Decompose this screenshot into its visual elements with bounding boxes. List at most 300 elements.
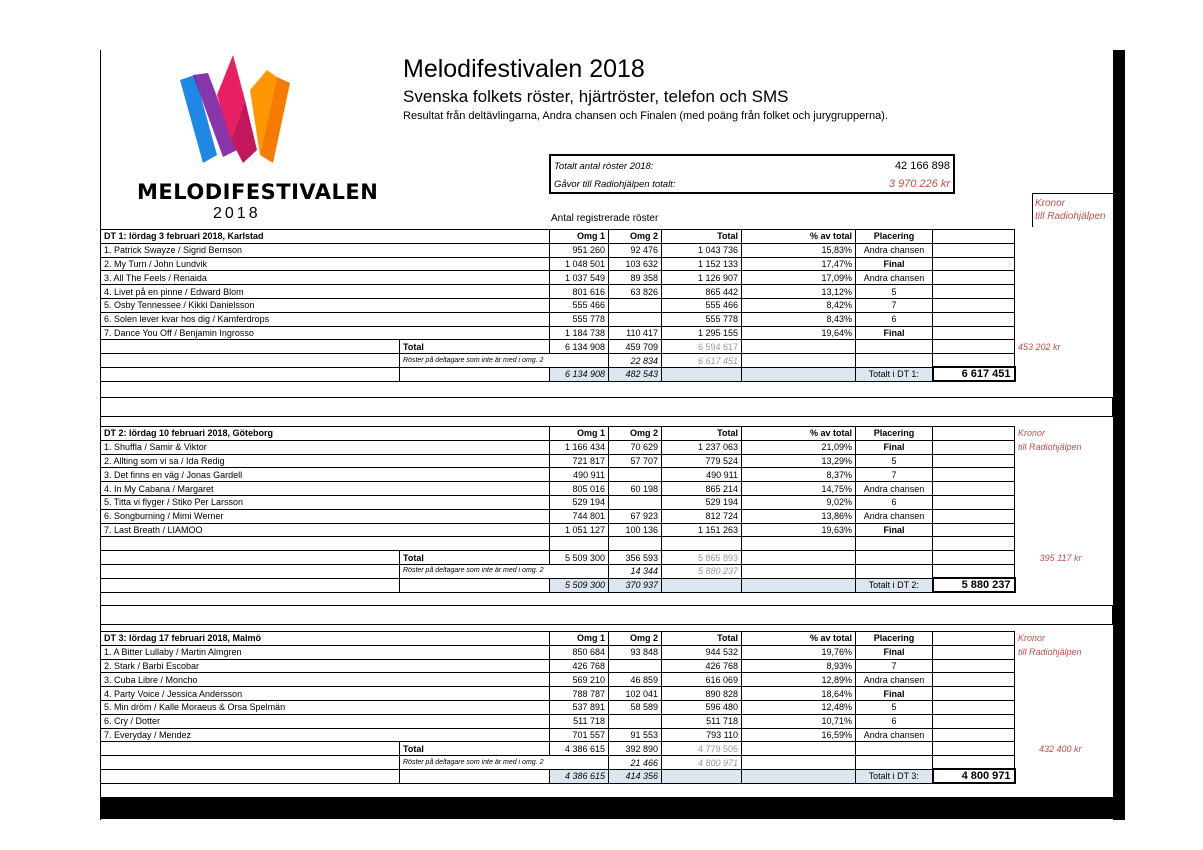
omg1-value: 490 911 <box>550 468 609 482</box>
col-header-omg1: Omg 1 <box>550 230 609 244</box>
table-row <box>101 495 1086 509</box>
omg2-value: 92 476 <box>609 243 662 257</box>
omg1-value: 569 210 <box>550 673 609 687</box>
grand-total: 5 880 237 <box>933 578 1015 592</box>
blank-side <box>1015 454 1086 468</box>
pct-value: 12,48% <box>742 700 856 714</box>
blank-cell <box>101 551 400 565</box>
kronor-blank <box>1015 230 1065 244</box>
total-value: 490 911 <box>662 468 742 482</box>
sum-row <box>101 578 1086 592</box>
section-header-row <box>101 427 1086 441</box>
placering-value: 7 <box>856 298 933 312</box>
blank-side <box>1015 523 1086 537</box>
table-row <box>101 687 1086 701</box>
blank-side <box>1015 257 1065 271</box>
omg1-value: 511 718 <box>550 714 609 728</box>
total-value: 1 126 907 <box>662 271 742 285</box>
table-row <box>101 312 1065 326</box>
placering-value: Andra chansen <box>856 271 933 285</box>
blank-cell <box>400 578 550 592</box>
antal-label: Antal registrerade röster <box>551 213 659 224</box>
extra-omg2: 21 466 <box>609 756 662 770</box>
blank-cell <box>933 495 1015 509</box>
total-total: 5 865 893 <box>662 551 742 565</box>
blank-cell <box>933 551 1015 565</box>
table-row <box>101 728 1086 742</box>
kronor-value: 432 400 kr <box>1039 743 1082 754</box>
song-name: 7. Last Breath / LIAMOO <box>101 523 550 537</box>
col-header-placering: Placering <box>856 427 933 441</box>
omg2-value: 63 826 <box>609 285 662 299</box>
page-shadow-right <box>1113 50 1125 820</box>
extra-omg2: 14 344 <box>609 564 662 578</box>
blank-cell <box>400 367 550 381</box>
col-header-blank <box>933 427 1015 441</box>
blank-cell <box>742 340 856 354</box>
song-name: 3. Cuba Libre / Moncho <box>101 673 550 687</box>
omg2-value: 67 923 <box>609 509 662 523</box>
omg2-value: 91 553 <box>609 728 662 742</box>
table-row <box>101 714 1086 728</box>
omg2-value <box>609 298 662 312</box>
total-omg1: 4 386 615 <box>550 742 609 756</box>
grand-total: 4 800 971 <box>933 769 1015 783</box>
total-value: 1 152 133 <box>662 257 742 271</box>
sum-label: Totalt i DT 2: <box>856 578 933 592</box>
extra-votes-row <box>101 564 1086 578</box>
song-name: 2. Allting som vi sa / Ida Redig <box>101 454 550 468</box>
song-name: 1. Patrick Swayze / Sigrid Bernson <box>101 243 550 257</box>
omg1-value: 788 787 <box>550 687 609 701</box>
pct-value: 9,02% <box>742 495 856 509</box>
total-value: 865 214 <box>662 482 742 496</box>
blank-cell <box>101 769 400 783</box>
empty-cell <box>662 537 742 551</box>
table-row <box>101 298 1065 312</box>
total-value: 426 768 <box>662 659 742 673</box>
col-header-pct: % av total <box>742 632 856 646</box>
blank-cell <box>933 354 1015 368</box>
extra-omg2: 22 834 <box>609 354 662 368</box>
section-gap <box>100 397 1113 417</box>
table-row <box>101 243 1065 257</box>
table-row <box>101 271 1065 285</box>
total-label: Total <box>400 551 550 565</box>
section-heading: DT 1: lördag 3 februari 2018, Karlstad <box>101 230 550 244</box>
sum-label: Totalt i DT 1: <box>856 367 933 381</box>
total-omg1: 5 509 300 <box>550 551 609 565</box>
song-name: 1. A Bitter Lullaby / Martin Almgren <box>101 645 550 659</box>
song-name: 6. Cry / Dotter <box>101 714 550 728</box>
omg2-value: 93 848 <box>609 645 662 659</box>
section-table-dt3 <box>100 631 1086 784</box>
omg1-value: 805 016 <box>550 482 609 496</box>
empty-cell <box>933 537 1015 551</box>
total-value: 1 237 063 <box>662 440 742 454</box>
blank-cell <box>933 312 1015 326</box>
song-name: 6. Songburning / Mimi Werner <box>101 509 550 523</box>
table-row <box>101 440 1086 454</box>
sum-omg1: 6 134 908 <box>550 367 609 381</box>
total-omg2: 459 709 <box>609 340 662 354</box>
grand-total: 6 617 451 <box>933 367 1015 381</box>
blank-cell <box>856 340 933 354</box>
blank-side <box>1015 312 1065 326</box>
blank-side <box>1015 687 1086 701</box>
blank-side <box>1015 728 1086 742</box>
section-table-dt1 <box>100 229 1065 382</box>
totals-box <box>549 154 955 194</box>
placering-value: Andra chansen <box>856 673 933 687</box>
song-name: 3. All The Feels / Renaida <box>101 271 550 285</box>
blank-cell <box>742 756 856 770</box>
blank-cell <box>101 367 400 381</box>
pct-value: 21,09% <box>742 440 856 454</box>
total-label: Total <box>400 742 550 756</box>
table-row <box>101 523 1086 537</box>
blank-cell <box>933 326 1015 340</box>
blank-cell <box>400 769 550 783</box>
song-name: 5. Osby Tennessee / Kikki Danielsson <box>101 298 550 312</box>
extra-total: 6 617 451 <box>662 354 742 368</box>
blank-cell <box>933 271 1015 285</box>
placering-value: Andra chansen <box>856 509 933 523</box>
blank-cell <box>101 578 400 592</box>
blank-cell <box>933 298 1015 312</box>
sum-omg2: 370 937 <box>609 578 662 592</box>
total-value: 865 442 <box>662 285 742 299</box>
empty-cell <box>550 537 609 551</box>
blank-side <box>1015 578 1086 592</box>
sum-blank <box>742 769 856 783</box>
empty-cell <box>856 537 933 551</box>
omg1-value: 529 194 <box>550 495 609 509</box>
section-gap <box>100 605 1113 625</box>
omg1-value: 1 166 434 <box>550 440 609 454</box>
col-header-pct: % av total <box>742 427 856 441</box>
pct-value: 8,37% <box>742 468 856 482</box>
total-value: 555 466 <box>662 298 742 312</box>
blank-side <box>1015 509 1086 523</box>
blank-side <box>1015 298 1065 312</box>
blank-cell <box>856 551 933 565</box>
col-header-omg2: Omg 2 <box>609 427 662 441</box>
extra-votes-label: Röster på deltagare som inte är med i omg. 2 <box>400 756 609 770</box>
col-header-blank <box>933 230 1015 244</box>
col-header-pct: % av total <box>742 230 856 244</box>
omg2-value <box>609 468 662 482</box>
blank-cell <box>101 564 400 578</box>
omg1-value: 555 466 <box>550 298 609 312</box>
empty-row <box>101 537 1086 551</box>
blank-side <box>1015 673 1086 687</box>
song-name: 7. Everyday / Mendez <box>101 728 550 742</box>
table-row <box>101 673 1086 687</box>
sum-label: Totalt i DT 3: <box>856 769 933 783</box>
pct-value: 17,09% <box>742 271 856 285</box>
blank-cell <box>933 714 1015 728</box>
song-name: 2. Stark / Barbi Escobar <box>101 659 550 673</box>
total-omg1: 6 134 908 <box>550 340 609 354</box>
blank-cell <box>933 509 1015 523</box>
omg2-value: 46 859 <box>609 673 662 687</box>
pct-value: 15,83% <box>742 243 856 257</box>
table-row <box>101 326 1065 340</box>
omg2-value: 57 707 <box>609 454 662 468</box>
section-header-row <box>101 230 1065 244</box>
omg1-value: 1 048 501 <box>550 257 609 271</box>
blank-side <box>1015 285 1065 299</box>
blank-side <box>1015 714 1086 728</box>
placering-value: Andra chansen <box>856 243 933 257</box>
total-value: 596 480 <box>662 700 742 714</box>
section-table-dt2 <box>100 426 1086 593</box>
blank-cell <box>933 482 1015 496</box>
total-votes-value: 42 166 898 <box>894 160 950 172</box>
sum-omg2: 414 356 <box>609 769 662 783</box>
blank-cell <box>933 756 1015 770</box>
extra-votes-row <box>101 354 1065 368</box>
omg1-value: 1 051 127 <box>550 523 609 537</box>
blank-cell <box>101 354 400 368</box>
logo-mark <box>175 55 295 170</box>
kronor-label: Kronor <box>1018 428 1046 439</box>
total-omg2: 392 890 <box>609 742 662 756</box>
omg1-value: 801 616 <box>550 285 609 299</box>
blank-cell <box>856 564 933 578</box>
sum-blank <box>662 769 742 783</box>
page-shadow-bottom <box>100 797 1125 819</box>
pct-value: 13,12% <box>742 285 856 299</box>
blank-side <box>1015 271 1065 285</box>
table-row <box>101 482 1086 496</box>
blank-cell <box>933 454 1015 468</box>
total-value: 1 043 736 <box>662 243 742 257</box>
col-header-placering: Placering <box>856 632 933 646</box>
placering-value: 6 <box>856 495 933 509</box>
omg1-value: 426 768 <box>550 659 609 673</box>
total-value: 890 828 <box>662 687 742 701</box>
blank-side <box>1015 537 1086 551</box>
blank-side <box>1015 468 1086 482</box>
extra-total: 4 800 971 <box>662 756 742 770</box>
blank-cell <box>933 742 1015 756</box>
placering-value: Final <box>856 645 933 659</box>
blank-side <box>1015 769 1086 783</box>
kronor-label: Kronor <box>1018 633 1046 644</box>
pct-value: 18,64% <box>742 687 856 701</box>
pct-value: 12,89% <box>742 673 856 687</box>
sum-row <box>101 367 1065 381</box>
total-value: 944 532 <box>662 645 742 659</box>
blank-side <box>1015 326 1065 340</box>
blank-cell <box>933 564 1015 578</box>
omg1-value: 701 557 <box>550 728 609 742</box>
omg2-value: 100 136 <box>609 523 662 537</box>
placering-value: Final <box>856 687 933 701</box>
song-name: 1. Shuffla / Samir & Viktor <box>101 440 550 454</box>
total-value: 812 724 <box>662 509 742 523</box>
extra-votes-row <box>101 756 1086 770</box>
blank-cell <box>742 742 856 756</box>
blank-cell <box>101 340 400 354</box>
total-value: 779 524 <box>662 454 742 468</box>
blank-side <box>1015 756 1086 770</box>
omg1-value: 850 684 <box>550 645 609 659</box>
col-header-omg2: Omg 2 <box>609 230 662 244</box>
blank-side <box>1015 495 1086 509</box>
radiohjalpen-label: till Radiohjälpen <box>1018 442 1082 453</box>
omg2-value: 102 041 <box>609 687 662 701</box>
sum-omg2: 482 543 <box>609 367 662 381</box>
pct-value: 16,59% <box>742 728 856 742</box>
pct-value: 17,47% <box>742 257 856 271</box>
table-row <box>101 468 1086 482</box>
omg2-value: 60 198 <box>609 482 662 496</box>
song-name: 4. In My Cabana / Margaret <box>101 482 550 496</box>
total-value: 555 778 <box>662 312 742 326</box>
total-value: 1 151 263 <box>662 523 742 537</box>
total-row <box>101 742 1086 756</box>
total-value: 529 194 <box>662 495 742 509</box>
blank-cell <box>933 243 1015 257</box>
radiohjalpen-label: till Radiohjälpen <box>1018 647 1082 658</box>
pct-value: 19,64% <box>742 326 856 340</box>
section-heading: DT 2: lördag 10 februari 2018, Göteborg <box>101 427 550 441</box>
blank-cell <box>101 756 400 770</box>
placering-value: 7 <box>856 468 933 482</box>
blank-cell <box>933 673 1015 687</box>
blank-cell <box>933 645 1015 659</box>
blank-cell <box>856 354 933 368</box>
kronor-header <box>1032 193 1114 227</box>
omg1-value: 537 891 <box>550 700 609 714</box>
sum-blank <box>742 578 856 592</box>
kronor-value: 453 202 kr <box>1018 341 1061 352</box>
omg2-value: 89 358 <box>609 271 662 285</box>
placering-value: 6 <box>856 312 933 326</box>
section-heading: DT 3: lördag 17 februari 2018, Malmö <box>101 632 550 646</box>
blank-cell <box>933 285 1015 299</box>
sum-omg1: 5 509 300 <box>550 578 609 592</box>
blank-cell <box>742 564 856 578</box>
song-name: 4. Livet på en pinne / Edward Blom <box>101 285 550 299</box>
pct-value: 10,71% <box>742 714 856 728</box>
placering-value: 7 <box>856 659 933 673</box>
blank-side <box>1015 564 1086 578</box>
total-row <box>101 340 1065 354</box>
col-header-total: Total <box>662 632 742 646</box>
song-name: 4. Party Voice / Jessica Andersson <box>101 687 550 701</box>
omg1-value: 555 778 <box>550 312 609 326</box>
blank-cell <box>933 659 1015 673</box>
page-description: Resultat från deltävlingarna, Andra chansen och Finalen (med poäng från folket och jurygrupperna). <box>403 110 888 122</box>
blank-cell <box>742 354 856 368</box>
col-header-placering: Placering <box>856 230 933 244</box>
col-header-blank <box>933 632 1015 646</box>
col-header-omg1: Omg 1 <box>550 632 609 646</box>
table-row <box>101 659 1086 673</box>
blank-cell <box>933 468 1015 482</box>
col-header-total: Total <box>662 427 742 441</box>
total-total: 4 779 505 <box>662 742 742 756</box>
omg2-value <box>609 495 662 509</box>
omg2-value <box>609 312 662 326</box>
song-name: 3. Det finns en väg / Jonas Gardell <box>101 468 550 482</box>
song-name: 5. Min dröm / Kalle Moraeus & Orsa Spelmän <box>101 700 550 714</box>
table-row <box>101 509 1086 523</box>
logo-year: 2018 <box>213 205 261 222</box>
table-row <box>101 700 1086 714</box>
kronor-label: Kronor <box>1035 198 1066 209</box>
blank-cell <box>101 742 400 756</box>
blank-cell <box>933 687 1015 701</box>
omg2-value: 70 629 <box>609 440 662 454</box>
table-row <box>101 257 1065 271</box>
blank-side <box>1015 367 1065 381</box>
page-subtitle: Svenska folkets röster, hjärtröster, telefon och SMS <box>403 87 789 106</box>
placering-value: Final <box>856 257 933 271</box>
sum-omg1: 4 386 615 <box>550 769 609 783</box>
blank-cell <box>856 742 933 756</box>
total-omg2: 356 593 <box>609 551 662 565</box>
sum-blank <box>662 367 742 381</box>
total-value: 1 295 155 <box>662 326 742 340</box>
total-value: 511 718 <box>662 714 742 728</box>
radiohjalpen-label: till Radiohjälpen <box>1035 211 1106 222</box>
song-name: 6. Solen lever kvar hos dig / Kamferdrops <box>101 312 550 326</box>
col-header-omg2: Omg 2 <box>609 632 662 646</box>
blank-cell <box>742 551 856 565</box>
blank-cell <box>856 756 933 770</box>
pct-value: 14,75% <box>742 482 856 496</box>
placering-value: Andra chansen <box>856 728 933 742</box>
blank-side <box>1015 700 1086 714</box>
song-name: 2. My Turn / John Lundvik <box>101 257 550 271</box>
table-row <box>101 645 1086 659</box>
sum-row <box>101 769 1086 783</box>
extra-total: 5 880 237 <box>662 564 742 578</box>
total-value: 793 110 <box>662 728 742 742</box>
blank-cell <box>933 257 1015 271</box>
logo-text: MELODIFESTIVALEN <box>137 180 379 204</box>
omg2-value: 110 417 <box>609 326 662 340</box>
col-header-omg1: Omg 1 <box>550 427 609 441</box>
placering-value: Final <box>856 440 933 454</box>
placering-value: Final <box>856 523 933 537</box>
pct-value: 8,43% <box>742 312 856 326</box>
pct-value: 8,42% <box>742 298 856 312</box>
empty-cell <box>101 537 550 551</box>
table-row <box>101 454 1086 468</box>
pct-value: 19,63% <box>742 523 856 537</box>
total-votes-label: Totalt antal röster 2018: <box>554 161 654 172</box>
omg2-value: 58 589 <box>609 700 662 714</box>
page-title: Melodifestivalen 2018 <box>403 55 645 83</box>
sum-blank <box>662 578 742 592</box>
omg2-value: 103 632 <box>609 257 662 271</box>
omg1-value: 951 260 <box>550 243 609 257</box>
pct-value: 19,76% <box>742 645 856 659</box>
song-name: 7. Dance You Off / Benjamin Ingrosso <box>101 326 550 340</box>
total-total: 6 594 617 <box>662 340 742 354</box>
blank-cell <box>933 523 1015 537</box>
blank-side <box>1015 659 1086 673</box>
omg2-value <box>609 714 662 728</box>
extra-votes-label: Röster på deltagare som inte är med i omg. 2 <box>400 354 609 368</box>
placering-value: 6 <box>856 714 933 728</box>
